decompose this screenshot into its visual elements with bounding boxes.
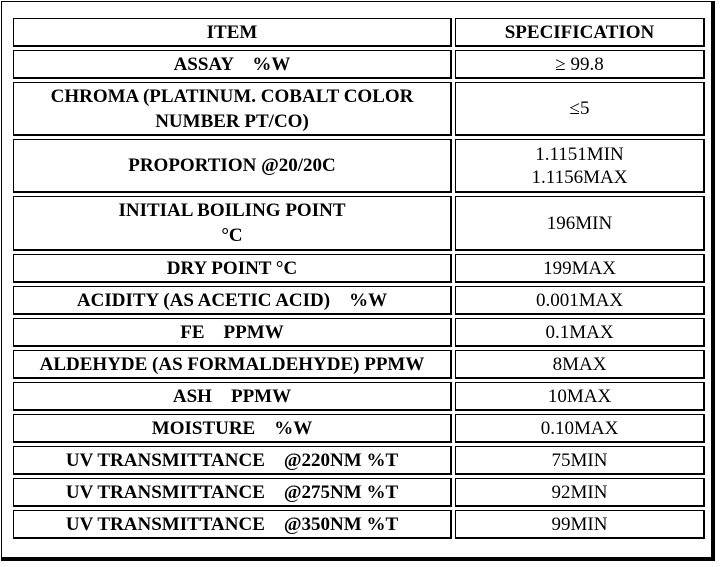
item-cell: PROPORTION @20/20C <box>13 139 452 193</box>
table-row <box>13 196 705 251</box>
table-row <box>13 350 705 379</box>
spec-cell: ≤5 <box>455 82 705 136</box>
spec-cell: 0.1MAX <box>455 318 705 347</box>
spec-cell: ≥ 99.8 <box>455 50 705 79</box>
table-row <box>13 139 705 193</box>
table-header-row <box>13 18 705 47</box>
spec-line: 1.1156MAX <box>531 166 628 188</box>
spec-cell: 0.10MAX <box>455 414 705 443</box>
spec-cell: 99MIN <box>455 510 705 539</box>
table-row <box>13 318 705 347</box>
table-row <box>13 382 705 411</box>
spec-line: 1.1151MIN <box>535 143 624 165</box>
header-specification: SPECIFICATION <box>455 18 705 47</box>
item-line: CHROMA (PLATINUM. COBALT COLOR <box>50 85 414 107</box>
spec-cell: 92MIN <box>455 478 705 507</box>
item-cell: ASSAY %W <box>13 50 452 79</box>
spec-cell: 10MAX <box>455 382 705 411</box>
table-row <box>13 414 705 443</box>
table-row <box>13 82 705 136</box>
item-cell: UV TRANSMITTANCE @220NM %T <box>13 446 452 475</box>
spec-cell: 75MIN <box>455 446 705 475</box>
header-item: ITEM <box>13 18 452 47</box>
table-row <box>13 50 705 79</box>
item-cell: DRY POINT °C <box>13 254 452 283</box>
item-cell: ACIDITY (AS ACETIC ACID) %W <box>13 286 452 315</box>
table-row <box>13 446 705 475</box>
specification-table <box>10 15 708 542</box>
item-cell: UV TRANSMITTANCE @275NM %T <box>13 478 452 507</box>
item-cell: UV TRANSMITTANCE @350NM %T <box>13 510 452 539</box>
item-cell: ASH PPMW <box>13 382 452 411</box>
spec-cell: 199MAX <box>455 254 705 283</box>
item-line: °C <box>221 225 243 246</box>
item-line: NUMBER PT/CO) <box>155 110 309 132</box>
item-line: INITIAL BOILING POINT <box>118 200 346 221</box>
spec-cell <box>455 139 705 193</box>
item-cell: ALDEHYDE (AS FORMALDEHYDE) PPMW <box>13 350 452 379</box>
item-cell <box>13 196 452 251</box>
item-cell <box>13 82 452 136</box>
table-row <box>13 478 705 507</box>
table-row <box>13 286 705 315</box>
item-cell: FE PPMW <box>13 318 452 347</box>
spec-cell: 196MIN <box>455 196 705 251</box>
spec-cell: 8MAX <box>455 350 705 379</box>
spec-cell: 0.001MAX <box>455 286 705 315</box>
table-row <box>13 510 705 539</box>
table-row <box>13 254 705 283</box>
item-cell: MOISTURE %W <box>13 414 452 443</box>
